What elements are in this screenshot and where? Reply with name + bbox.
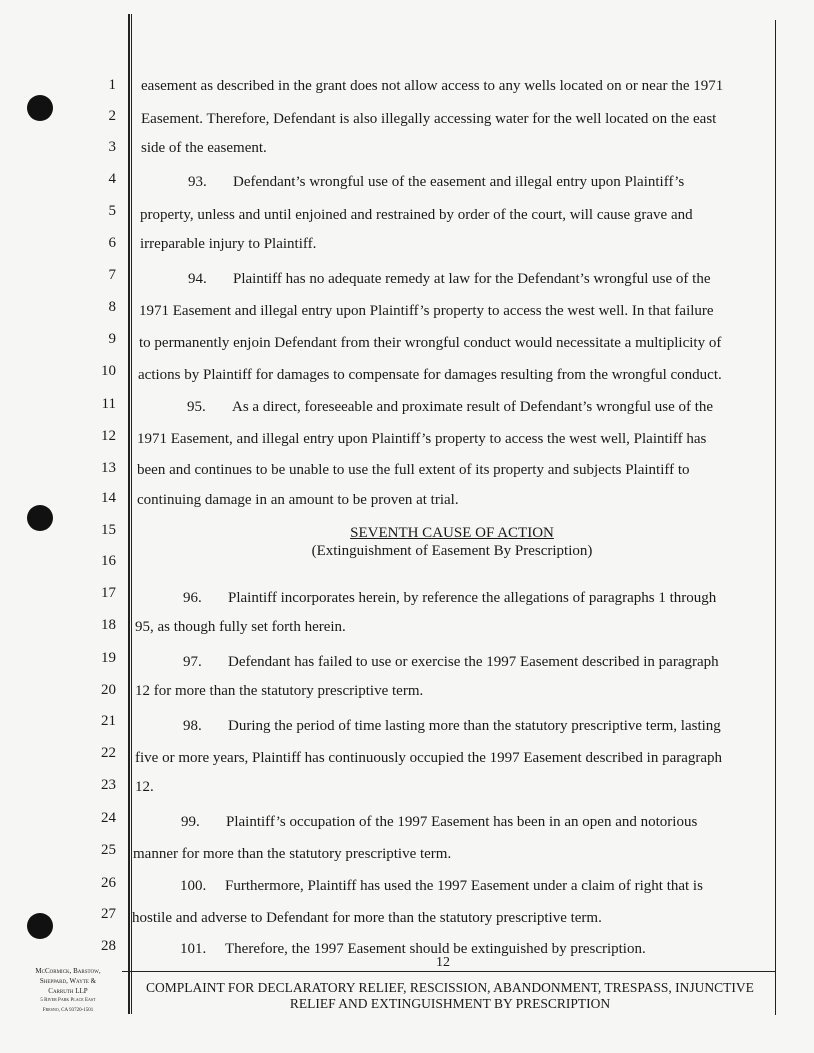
body-line: property, unless and until enjoined and restrained by order of the court, will cause grave and: [140, 207, 693, 223]
section-subheading: (Extinguishment of Easement By Prescription): [311, 543, 593, 559]
paragraph-100: 100. Furthermore, Plaintiff has used the 1997 Easement under a claim of right that is: [180, 878, 703, 894]
line-number: 3: [108, 139, 116, 155]
body-line: been and continues to be unable to use the full extent of its property and subjects Plaintiff to: [137, 462, 690, 478]
line-number: 10: [101, 363, 116, 379]
paragraph-93: 93. Defendant’s wrongful use of the easement and illegal entry upon Plaintiff’s: [188, 174, 685, 190]
line-number: 21: [101, 713, 116, 729]
line-number: 16: [101, 553, 116, 569]
line-number: 15: [101, 522, 116, 538]
line-number: 23: [101, 777, 116, 793]
punch-hole-top: [27, 95, 53, 121]
body-line: side of the easement.: [141, 140, 267, 156]
body-line: to permanently enjoin Defendant from their wrongful conduct would necessitate a multiplicity of: [139, 335, 722, 351]
line-number: 19: [101, 650, 116, 666]
body-line: 1971 Easement, and illegal entry upon Plaintiff’s property to access the west well, Plaintiff has: [137, 431, 707, 447]
line-number: 22: [101, 745, 116, 761]
firm-name-line: Carruth LLP: [48, 987, 88, 995]
line-number: 14: [101, 490, 116, 506]
line-number: 1: [108, 77, 116, 93]
firm-name-line: McCormick, Barstow,: [35, 967, 101, 975]
paragraph-98: 98. During the period of time lasting more than the statutory prescriptive term, lasting: [183, 718, 721, 734]
line-number: 7: [108, 267, 116, 283]
footer-caption-line1: COMPLAINT FOR DECLARATORY RELIEF, RESCISSION, ABANDONMENT, TRESPASS, INJUNCTIVE: [146, 980, 754, 995]
body-line: 1971 Easement and illegal entry upon Plaintiff’s property to access the west well. In that failure: [139, 303, 714, 319]
punch-hole-middle: [27, 505, 53, 531]
firm-block: [18, 966, 118, 1016]
paragraph-101: 101. Therefore, the 1997 Easement should be extinguished by prescription.: [180, 941, 646, 957]
line-number: 8: [108, 299, 116, 315]
body-line: manner for more than the statutory prescriptive term.: [133, 846, 452, 862]
line-number: 12: [101, 428, 116, 444]
body-line: 12.: [135, 779, 154, 795]
line-number: 20: [101, 682, 116, 698]
footer-caption-line2: RELIEF AND EXTINGUISHMENT BY PRESCRIPTION: [289, 996, 611, 1011]
line-number: 17: [101, 585, 116, 601]
paragraph-96: 96. Plaintiff incorporates herein, by reference the allegations of paragraphs 1 through: [183, 590, 717, 606]
line-number: 27: [101, 906, 116, 922]
line-number: 13: [101, 460, 116, 476]
body-line: 95, as though fully set forth herein.: [135, 619, 346, 635]
line-number: 28: [101, 938, 116, 954]
line-number: 11: [101, 396, 116, 412]
firm-name-line: Sheppard, Wayte &: [39, 977, 97, 985]
paragraph-97: 97. Defendant has failed to use or exercise the 1997 Easement described in paragraph: [183, 654, 719, 670]
line-number: 9: [108, 331, 116, 347]
body-line: five or more years, Plaintiff has continuously occupied the 1997 Easement described in paragraph: [135, 750, 723, 766]
body-line: Easement. Therefore, Defendant is also illegally accessing water for the well located on the east: [141, 111, 717, 127]
body-line: irreparable injury to Plaintiff.: [140, 236, 317, 252]
paragraph-94: 94. Plaintiff has no adequate remedy at law for the Defendant’s wrongful use of the: [188, 271, 711, 287]
line-number: 5: [108, 203, 116, 219]
line-number: 4: [108, 171, 116, 187]
body-line: easement as described in the grant does not allow access to any wells located on or near the 1971: [141, 78, 724, 94]
left-margin-rule-inner: [131, 14, 132, 1014]
punch-hole-bottom: [27, 913, 53, 939]
line-number: 25: [101, 842, 116, 858]
line-number: 18: [101, 617, 116, 633]
page-number: 12: [436, 955, 450, 970]
section-heading: SEVENTH CAUSE OF ACTION: [350, 525, 554, 541]
footer-rule: [122, 971, 775, 972]
paragraph-95: 95. As a direct, foreseeable and proximate result of Defendant’s wrongful use of the: [187, 399, 714, 415]
right-margin-rule: [775, 20, 776, 1015]
firm-address-line: 5 River Park Place East: [40, 998, 96, 1003]
paragraph-99: 99. Plaintiff’s occupation of the 1997 Easement has been in an open and notorious: [181, 814, 698, 830]
body-line: 12 for more than the statutory prescriptive term.: [135, 683, 424, 699]
line-number: 26: [101, 875, 116, 891]
line-number: 6: [108, 235, 116, 251]
left-margin-rule: [128, 14, 130, 1014]
line-number: 2: [108, 108, 116, 124]
firm-address-line: Fresno, CA 93720-1501: [42, 1008, 94, 1013]
body-line: continuing damage in an amount to be proven at trial.: [137, 492, 459, 508]
body-line: hostile and adverse to Defendant for more than the statutory prescriptive term.: [132, 910, 602, 926]
line-number: 24: [101, 810, 116, 826]
body-line: actions by Plaintiff for damages to compensate for damages resulting from the wrongful conduct.: [138, 367, 722, 383]
